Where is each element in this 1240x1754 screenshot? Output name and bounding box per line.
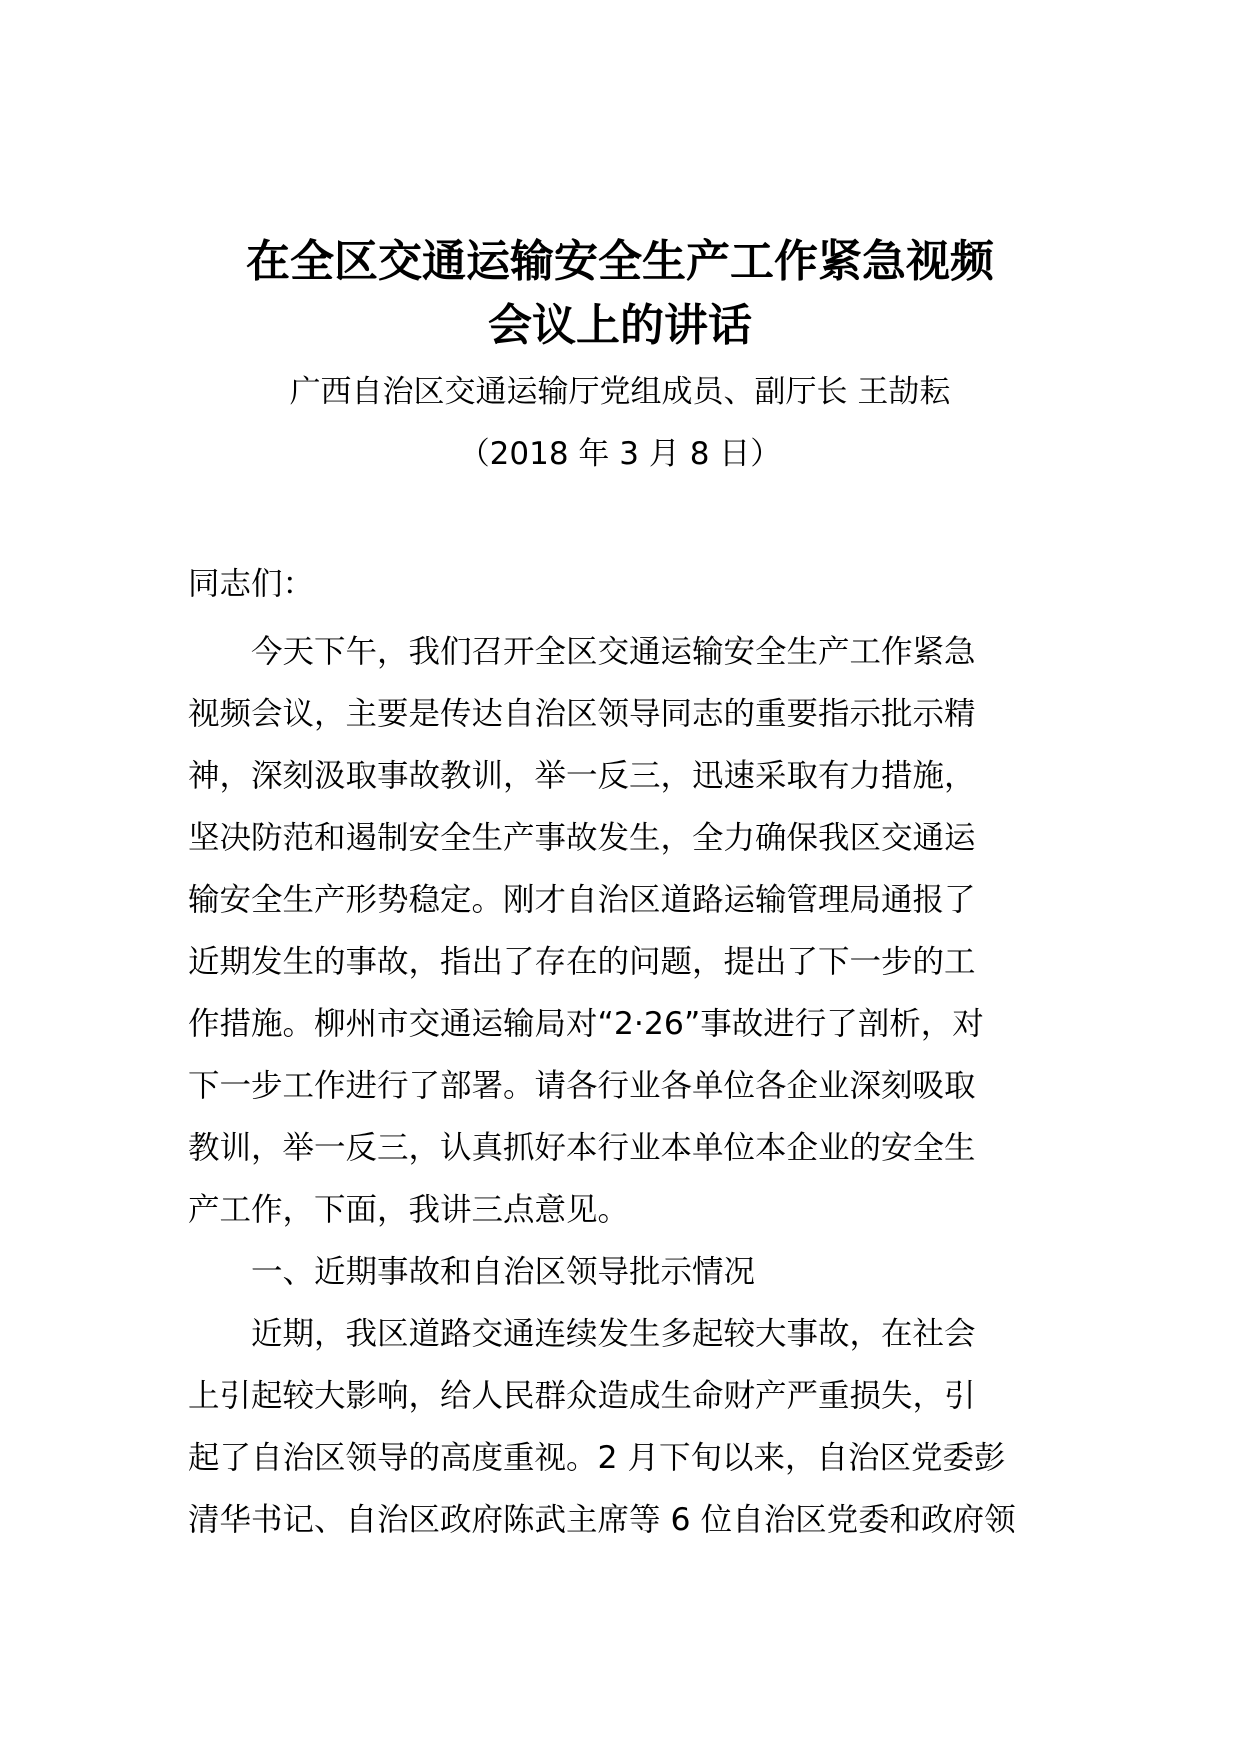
body-line: 视频会议，主要是传达自治区领导同志的重要指示批示精 <box>188 696 976 732</box>
section-heading-1: 一、近期事故和自治区领导批示情况 <box>188 1254 756 1290</box>
body-line: 神，深刻汲取事故教训，举一反三，迅速采取有力措施， <box>188 758 976 794</box>
salutation: 同志们： <box>188 566 315 602</box>
body-line: 教训，举一反三，认真抓好本行业本单位本企业的安全生 <box>188 1130 976 1166</box>
body-line: 近期发生的事故，指出了存在的问题，提出了下一步的工 <box>188 944 976 980</box>
body-line: 近期，我区道路交通连续发生多起较大事故，在社会 <box>188 1316 976 1352</box>
body-line: 清华书记、自治区政府陈武主席等 6 位自治区党委和政府领 <box>188 1502 1016 1538</box>
body-line: 作措施。柳州市交通运输局对“2·26”事故进行了剖析，对 <box>188 1006 984 1042</box>
document-title-line-2: 会议上的讲话 <box>488 300 752 351</box>
body-line: 今天下午，我们召开全区交通运输安全生产工作紧急 <box>188 634 976 670</box>
body-line: 坚决防范和遏制安全生产事故发生，全力确保我区交通运 <box>188 820 976 856</box>
body-line: 下一步工作进行了部署。请各行业各单位各企业深刻吸取 <box>188 1068 976 1104</box>
body-line: 起了自治区领导的高度重视。2 月下旬以来，自治区党委彭 <box>188 1440 1006 1476</box>
document-title-line-1: 在全区交通运输安全生产工作紧急视频 <box>246 236 994 287</box>
author-line: 广西自治区交通运输厅党组成员、副厅长 王劼耘 <box>289 374 951 410</box>
body-line: 输安全生产形势稳定。刚才自治区道路运输管理局通报了 <box>188 882 976 918</box>
body-line: 上引起较大影响，给人民群众造成生命财产严重损失，引 <box>188 1378 976 1414</box>
date-line: （2018 年 3 月 8 日） <box>458 436 782 472</box>
body-line: 产工作，下面，我讲三点意见。 <box>188 1192 630 1228</box>
